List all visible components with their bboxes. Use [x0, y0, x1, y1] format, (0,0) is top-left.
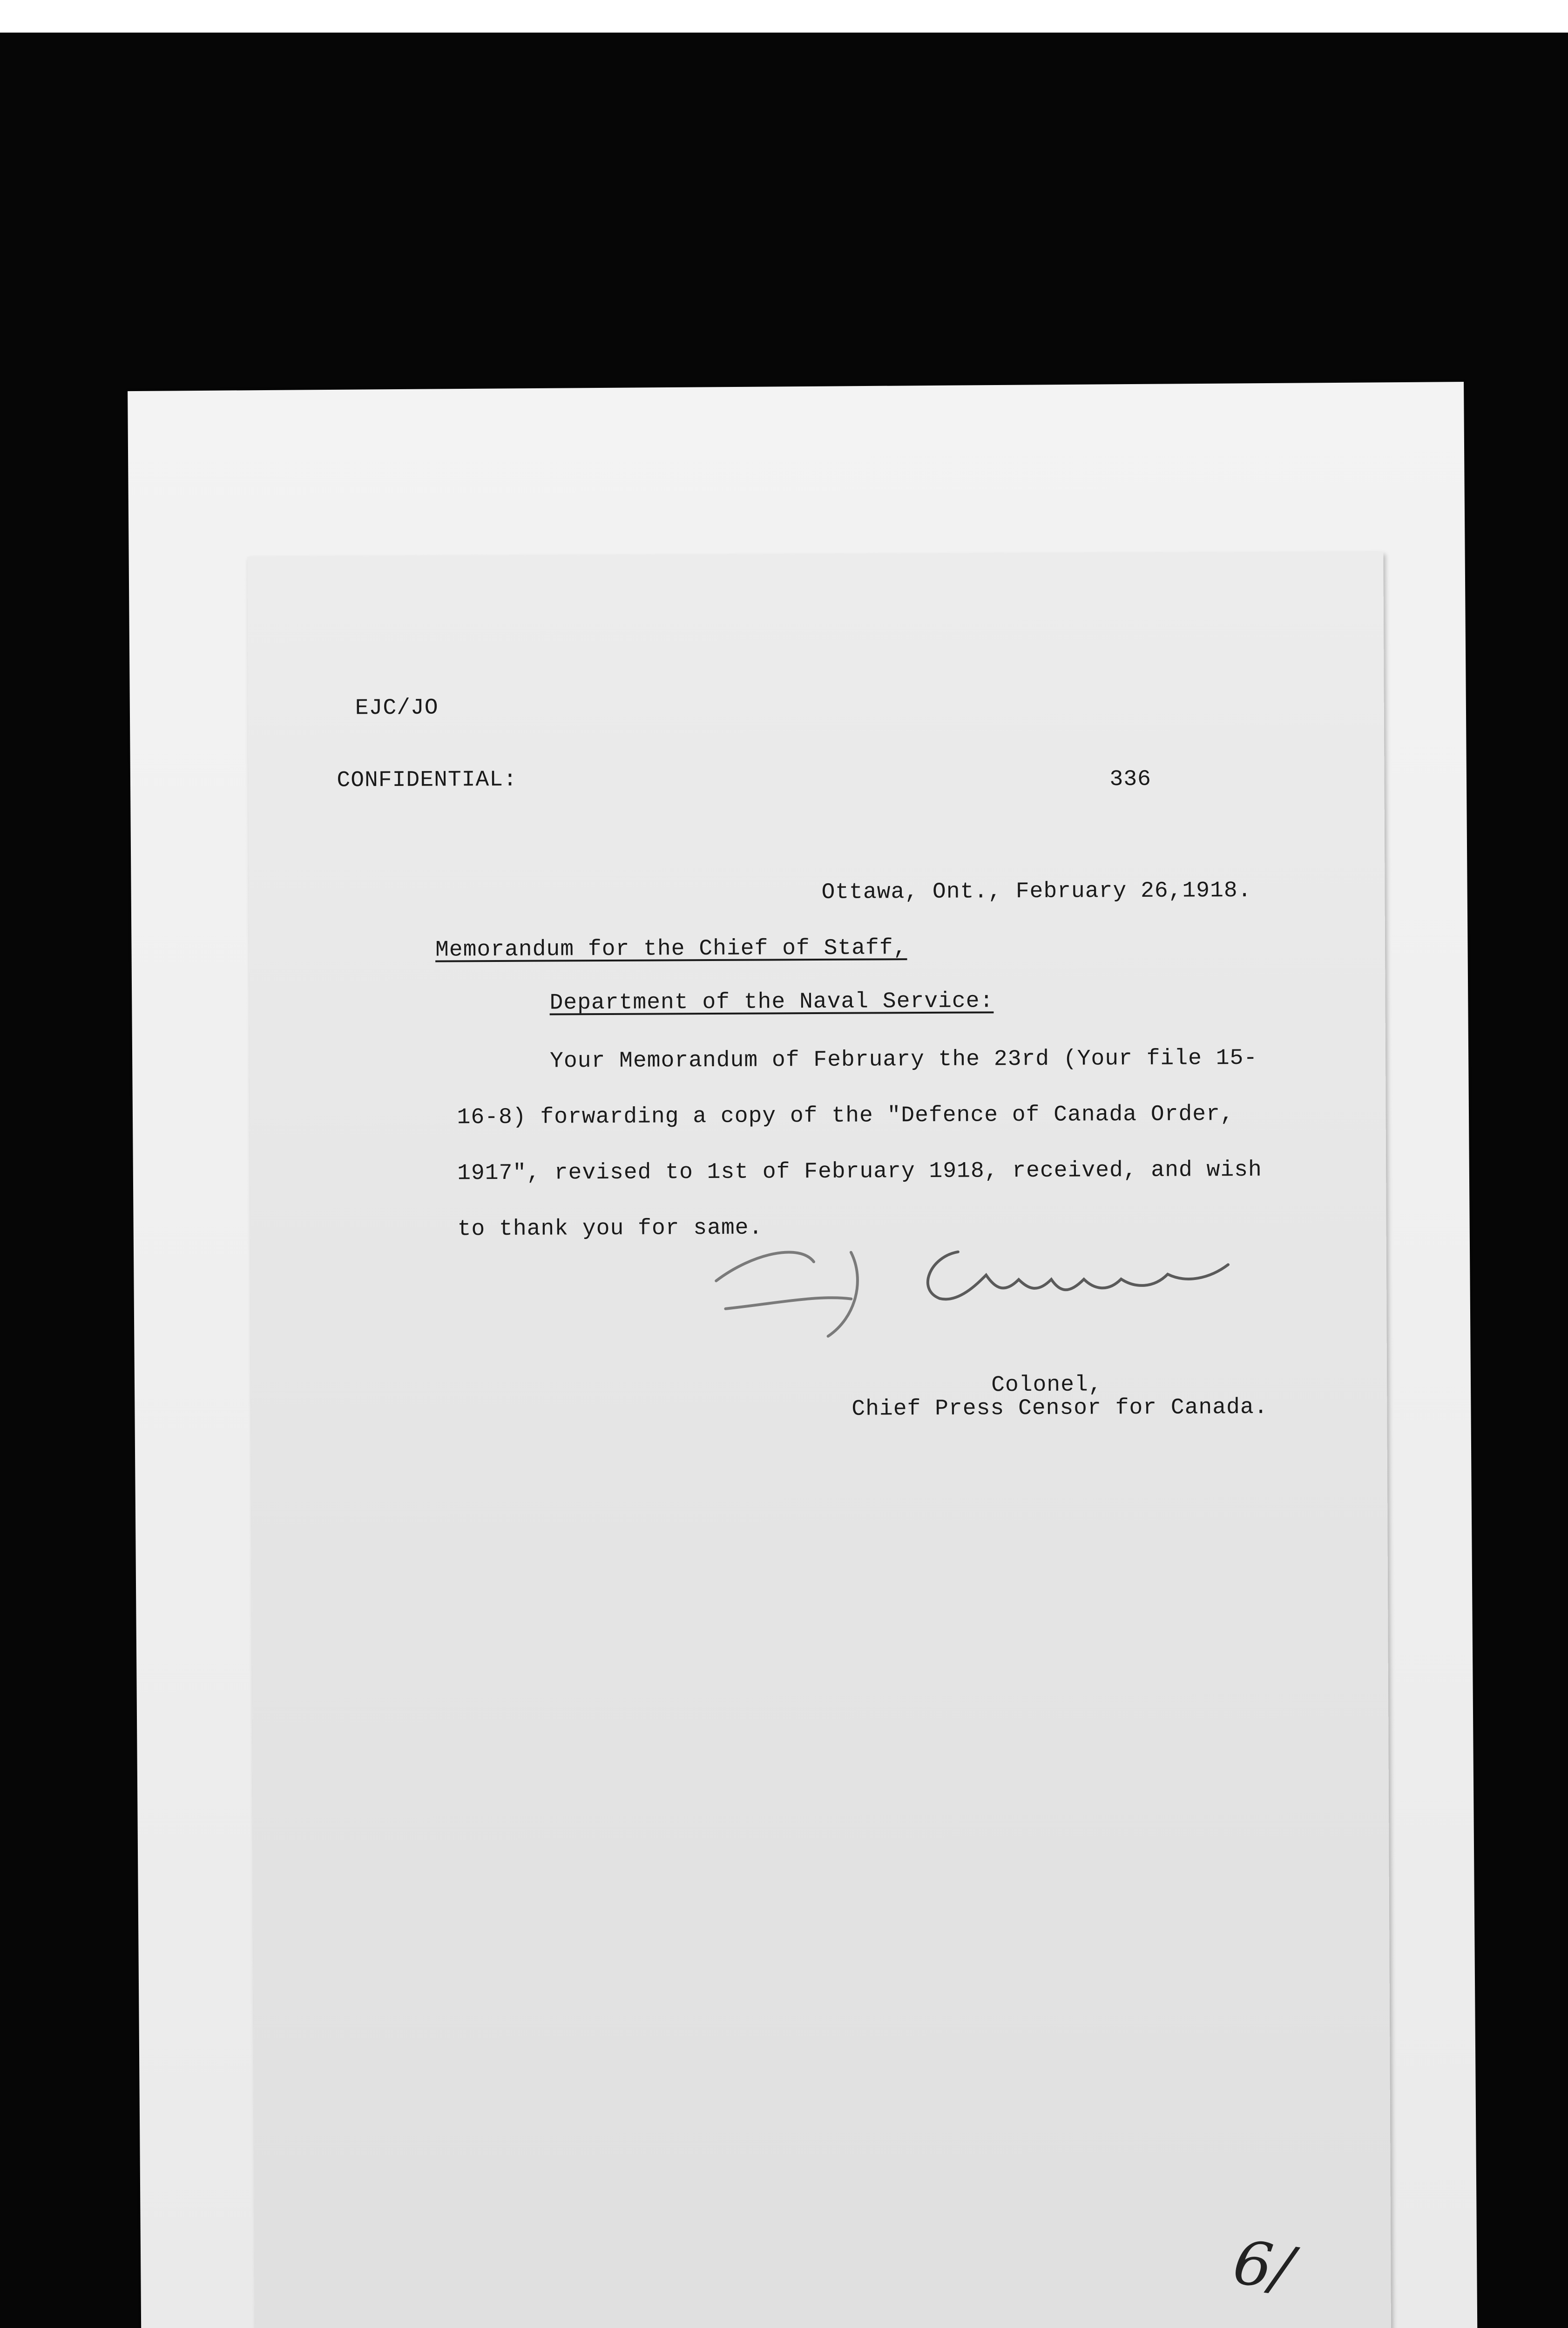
addressee-line-2: Department of the Naval Service: [549, 988, 994, 1016]
page-number-mark: 6/ [1229, 2226, 1298, 2305]
microfilm-frame [0, 33, 1568, 2328]
top-margin [0, 0, 1568, 33]
addressee-line-1: Memorandum for the Chief of Staff, [435, 935, 907, 963]
classification-label: CONFIDENTIAL: [337, 767, 518, 793]
signatory-rank: Colonel, [991, 1372, 1102, 1398]
reference-code: EJC/JO [355, 695, 439, 721]
signature [697, 1223, 1257, 1346]
body-line-1: Your Memorandum of February the 23rd (Your file 15- [549, 1045, 1258, 1074]
memo-page [247, 552, 1391, 2328]
date-line: Ottawa, Ont., February 26,1918. [821, 878, 1252, 905]
signatory-title: Chief Press Censor for Canada. [852, 1394, 1268, 1422]
body-line-3: 1917", revised to 1st of February 1918, received, and wish [457, 1157, 1262, 1186]
file-number: 336 [1109, 766, 1152, 792]
body-line-4: to thank you for same. [457, 1215, 763, 1242]
body-line-2: 16-8) forwarding a copy of the "Defence of Canada Order, [457, 1102, 1234, 1130]
